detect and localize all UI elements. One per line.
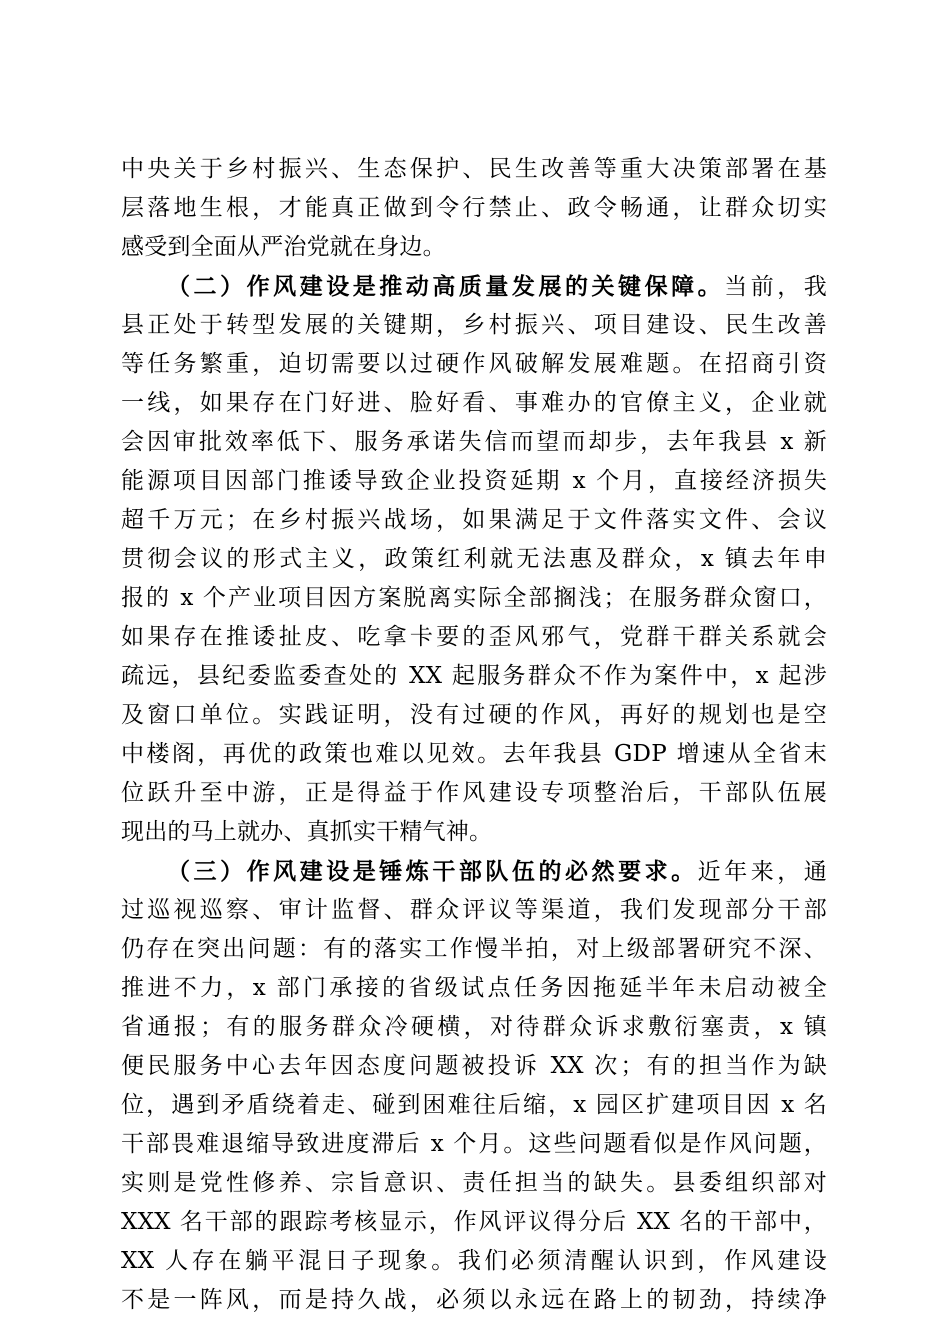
text-line: 省通报；有的服务群众冷硬横，对待群众诉求敷衍塞责，x 镇 — [121, 1014, 827, 1040]
text-line: XX 人存在躺平混日子现象。我们必须清醒认识到，作风建设 — [121, 1248, 827, 1274]
text-line: 仍存在突出问题：有的落实工作慢半拍，对上级部署研究不深、 — [121, 936, 827, 962]
text-line: 便民服务中心去年因态度问题被投诉 XX 次；有的担当作为缺 — [121, 1053, 827, 1079]
text-line: 超千万元；在乡村振兴战场，如果满足于文件落实文件、会议 — [121, 507, 827, 533]
text-line: 如果存在推诿扯皮、吃拿卡要的歪风邪气，党群干群关系就会 — [121, 624, 827, 650]
text-line: XXX 名干部的跟踪考核显示，作风评议得分后 XX 名的干部中， — [121, 1209, 827, 1235]
text-line: 过巡视巡察、审计监督、群众评议等渠道，我们发现部分干部 — [121, 897, 827, 923]
paragraph-section-two — [121, 267, 827, 852]
text-line: 实则是党性修养、宗旨意识、责任担当的缺失。县委组织部对 — [121, 1170, 827, 1196]
text-fragment: 近年来，通 — [697, 859, 828, 885]
text-line: 层落地生根，才能真正做到令行禁止、政令畅通，让群众切实 — [121, 195, 827, 221]
text-line: 中楼阁，再优的政策也难以见效。去年我县 GDP 增速从全省末 — [121, 741, 827, 767]
paragraph-first-line — [121, 267, 827, 306]
text-line: 位跃升至中游，正是得益于作风建设专项整治后，干部队伍展 — [121, 780, 827, 806]
text-line: 现出的马上就办、真抓实干精气神。 — [121, 819, 493, 845]
section-heading: （三）作风建设是锤炼干部队伍的必然要求。 — [167, 858, 698, 885]
text-line: 能源项目因部门推诿导致企业投资延期 x 个月，直接经济损失 — [121, 468, 827, 494]
text-line: 及窗口单位。实践证明，没有过硬的作风，再好的规划也是空 — [121, 702, 827, 728]
paragraph-first-line — [121, 852, 827, 891]
text-line: 不是一阵风，而是持久战，必须以永远在路上的韧劲，持续净 — [121, 1287, 827, 1313]
text-line: 位，遇到矛盾绕着走、碰到困难往后缩，x 园区扩建项目因 x 名 — [121, 1092, 827, 1118]
text-line: 感受到全面从严治党就在身边。 — [121, 234, 446, 260]
document-page — [121, 150, 827, 1320]
text-line: 干部畏难退缩导致进度滞后 x 个月。这些问题看似是作风问题， — [121, 1131, 827, 1157]
text-line: 中央关于乡村振兴、生态保护、民生改善等重大决策部署在基 — [121, 156, 827, 182]
text-line: 等任务繁重，迫切需要以过硬作风破解发展难题。在招商引资 — [121, 351, 827, 377]
text-line: 报的 x 个产业项目因方案脱离实际全部搁浅；在服务群众窗口， — [121, 585, 827, 611]
text-line: 推进不力，x 部门承接的省级试点任务因拖延半年未启动被全 — [121, 975, 827, 1001]
text-line: 会因审批效率低下、服务承诺失信而望而却步，去年我县 x 新 — [121, 429, 827, 455]
text-line: 贯彻会议的形式主义，政策红利就无法惠及群众，x 镇去年申 — [121, 546, 827, 572]
text-fragment: 当前，我 — [724, 274, 827, 300]
text-line: 一线，如果存在门好进、脸好看、事难办的官僚主义，企业就 — [121, 390, 827, 416]
paragraph-intro-continuation — [121, 150, 827, 267]
text-line: 疏远，县纪委监委查处的 XX 起服务群众不作为案件中，x 起涉 — [121, 663, 827, 689]
text-line: 县正处于转型发展的关键期，乡村振兴、项目建设、民生改善 — [121, 312, 827, 338]
paragraph-section-three — [121, 852, 827, 1320]
section-heading: （二）作风建设是推动高质量发展的关键保障。 — [167, 273, 725, 300]
